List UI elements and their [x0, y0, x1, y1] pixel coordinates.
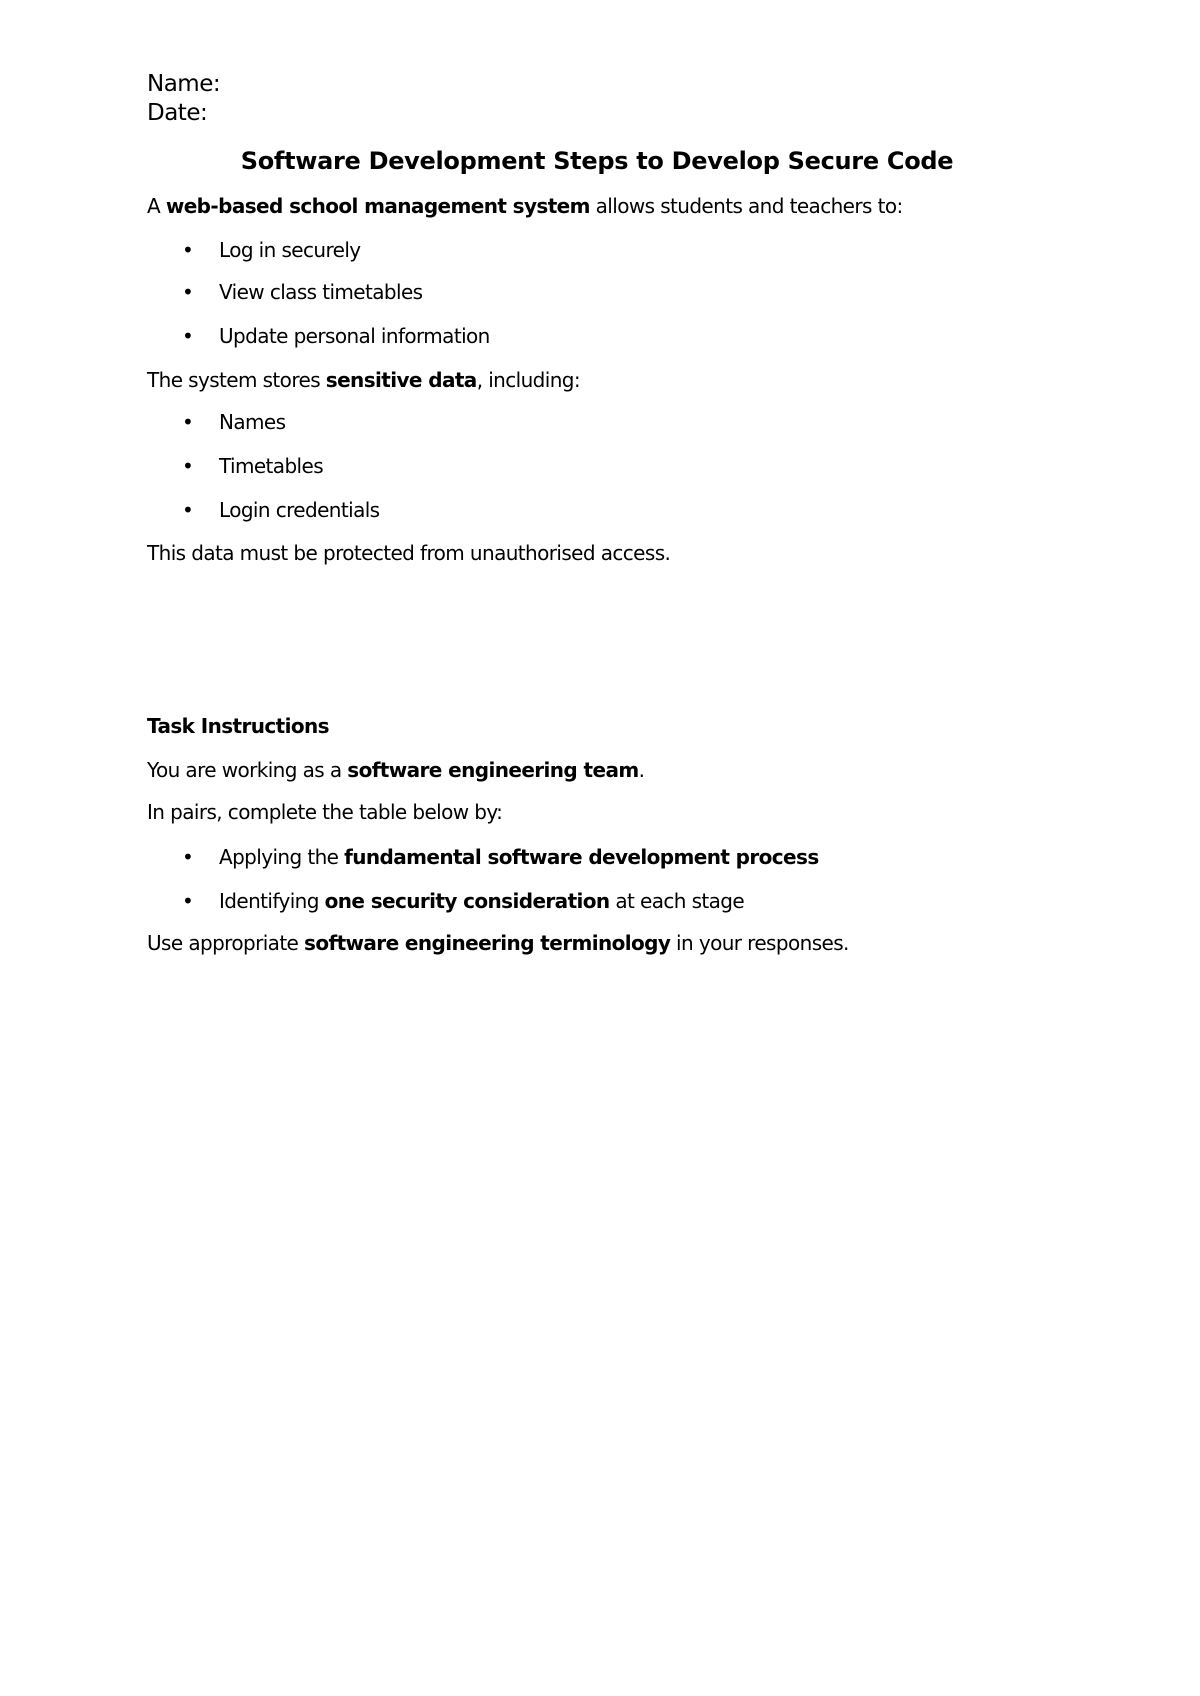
task-line: You are working as a software engineering team.: [147, 758, 645, 782]
bullet-icon: •: [182, 324, 194, 348]
list-item: • Log in securely: [182, 238, 361, 262]
bullet-icon: •: [182, 498, 194, 522]
data-paragraph: The system stores sensitive data, including:: [147, 368, 581, 392]
document-title: Software Development Steps to Develop Secure Code: [240, 147, 954, 175]
date-label: Date:: [147, 100, 208, 126]
bullet-icon: •: [182, 410, 194, 434]
bullet-icon: •: [182, 238, 194, 262]
list-item: • Names: [182, 410, 286, 434]
task-line: In pairs, complete the table below by:: [147, 800, 503, 824]
task-heading: Task Instructions: [147, 714, 329, 738]
list-item: • Login credentials: [182, 498, 380, 522]
intro-paragraph: A web-based school management system allows students and teachers to:: [147, 194, 903, 218]
list-item: • Applying the fundamental software development process: [182, 845, 819, 869]
bullet-icon: •: [182, 454, 194, 478]
list-item: • Timetables: [182, 454, 324, 478]
bullet-icon: •: [182, 280, 194, 304]
list-item: • View class timetables: [182, 280, 423, 304]
task-line: Use appropriate software engineering terminology in your responses.: [147, 931, 849, 955]
bullet-icon: •: [182, 845, 194, 869]
list-item: • Identifying one security consideration at each stage: [182, 889, 745, 913]
name-label: Name:: [147, 71, 221, 97]
list-item: • Update personal information: [182, 324, 490, 348]
bullet-icon: •: [182, 889, 194, 913]
protect-note: This data must be protected from unauthorised access.: [147, 541, 671, 565]
